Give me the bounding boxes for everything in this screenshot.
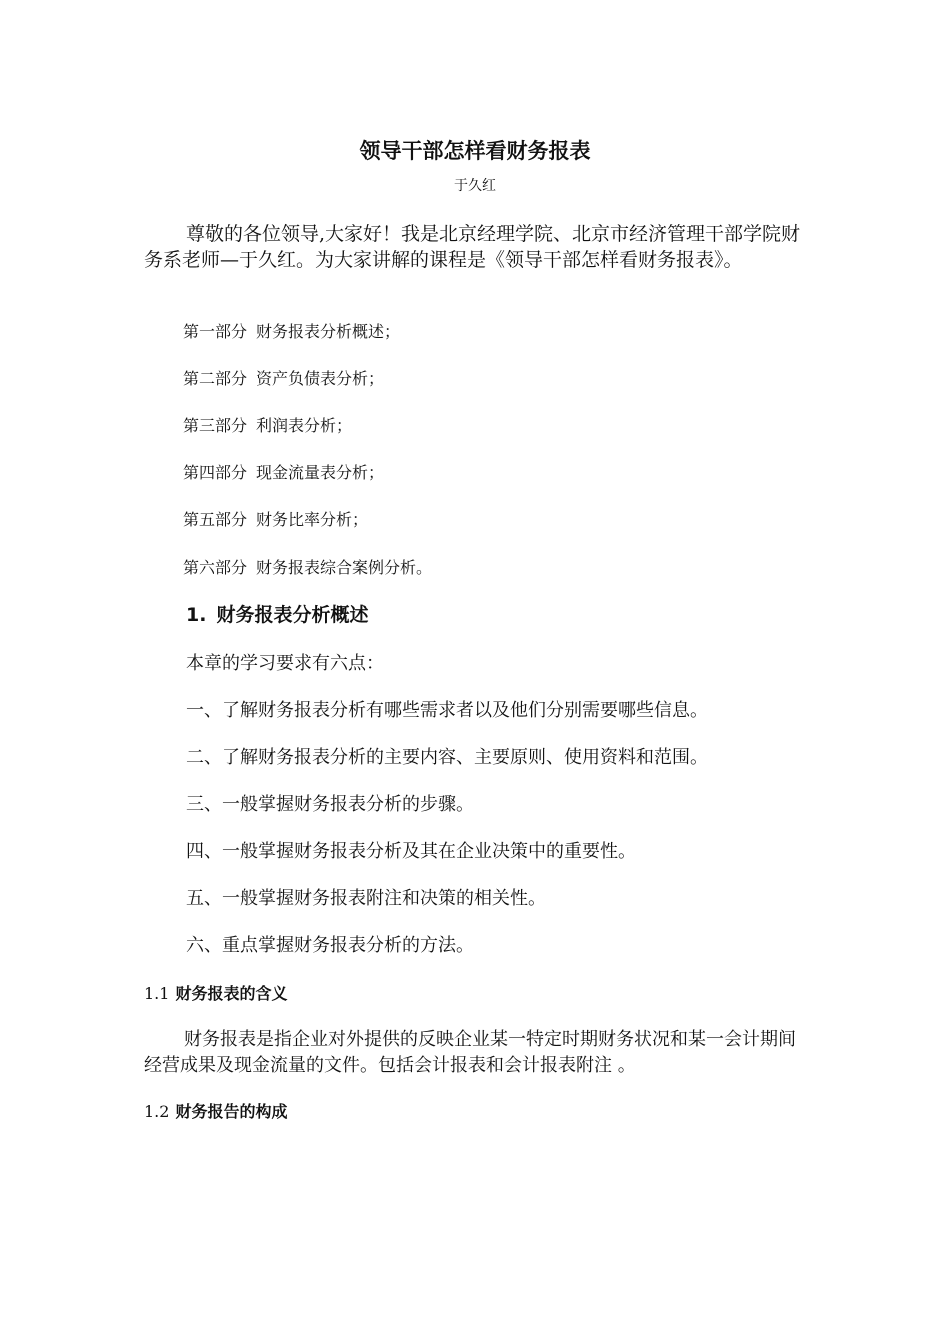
section-heading: [144, 983, 287, 1005]
outline-part-label: 第一部分: [183, 322, 248, 341]
chapter-heading: [186, 601, 368, 629]
section-body: 财务报表是指企业对外提供的反映企业某一特定时期财务状况和某一会计期间经营成果及现金流量的文件。包括会计报表和会计报表附注 。: [144, 1029, 796, 1076]
outline-topic: 财务比率分析；: [256, 510, 369, 529]
outline-item: [183, 557, 432, 579]
requirement-item: 五、一般掌握财务报表附注和决策的相关性。: [186, 888, 546, 909]
chapter-number: 1.: [186, 604, 207, 626]
document-author: 于久红: [454, 178, 496, 194]
outline-topic: 资产负债表分析；: [256, 369, 385, 388]
outline-item: [183, 509, 368, 531]
outline-item: [183, 462, 384, 484]
requirements-intro: 本章的学习要求有六点：: [186, 653, 384, 674]
section-title: 财务报表的含义: [175, 984, 288, 1003]
section-number: 1.1: [144, 984, 170, 1003]
outline-part-label: 第二部分: [183, 369, 248, 388]
section-heading: [144, 1101, 287, 1123]
section-number: 1.2: [144, 1102, 170, 1121]
outline-part-label: 第六部分: [183, 558, 248, 577]
requirement-item: 三、一般掌握财务报表分析的步骤。: [186, 794, 474, 815]
requirement-item: 四、一般掌握财务报表分析及其在企业决策中的重要性。: [186, 841, 636, 862]
outline-item: [183, 368, 384, 390]
section-title: 财务报告的构成: [175, 1102, 288, 1121]
outline-topic: 利润表分析；: [256, 416, 353, 435]
outline-item: [183, 321, 400, 343]
chapter-title: 财务报表分析概述: [216, 604, 369, 626]
requirement-item: 二、了解财务报表分析的主要内容、主要原则、使用资料和范围。: [186, 747, 708, 768]
outline-part-label: 第四部分: [183, 463, 248, 482]
document-title: 领导干部怎样看财务报表: [359, 139, 591, 163]
outline-part-label: 第五部分: [183, 510, 248, 529]
outline-item: [183, 415, 352, 437]
requirement-item: 六、重点掌握财务报表分析的方法。: [186, 935, 474, 956]
outline-part-label: 第三部分: [183, 416, 248, 435]
requirement-item: 一、了解财务报表分析有哪些需求者以及他们分别需要哪些信息。: [186, 700, 708, 721]
intro-paragraph: 尊敬的各位领导,大家好！我是北京经理学院、北京市经济管理干部学院财务系老师—于久红。为大家讲解的课程是《领导干部怎样看财务报表》。: [144, 223, 801, 271]
outline-topic: 现金流量表分析；: [256, 463, 385, 482]
outline-topic: 财务报表综合案例分析。: [256, 558, 433, 577]
outline-topic: 财务报表分析概述；: [256, 322, 401, 341]
